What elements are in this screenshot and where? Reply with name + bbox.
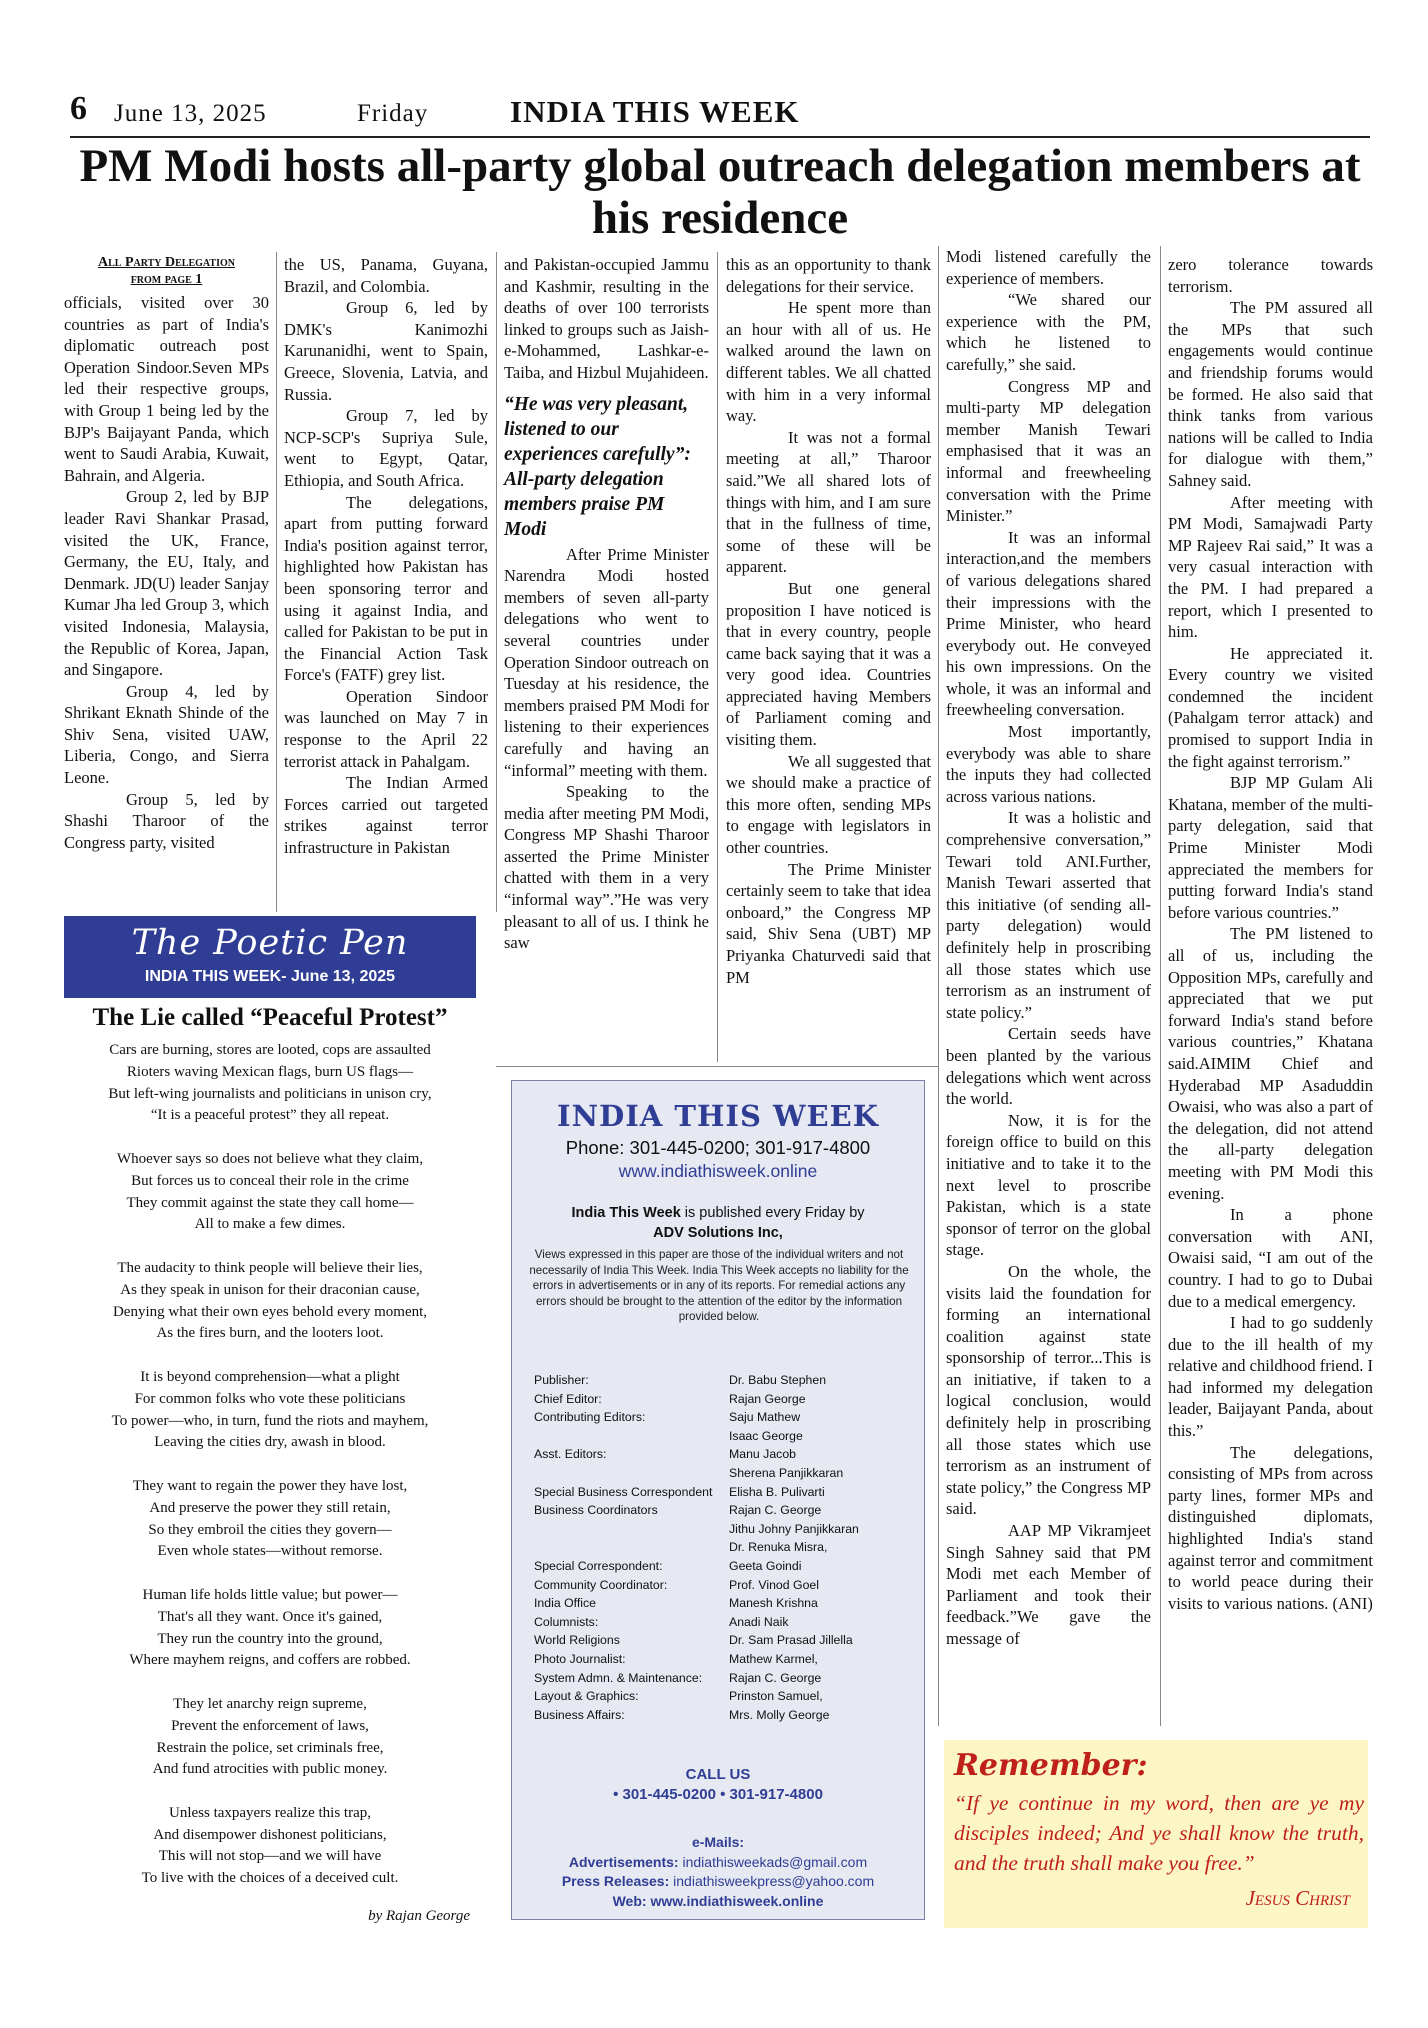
poem-line: The audacity to think people will believe their lies, (117, 1259, 423, 1276)
article-column-6 (1168, 254, 1373, 1614)
continuation-kicker: All Party Delegation from page 1 (98, 255, 235, 287)
paragraph: In a phone conversation with ANI, Owaisi said, “I am out of the country. I had to go to Dubai due to a medical emergency. (1168, 1205, 1373, 1311)
staff-row (534, 1669, 914, 1688)
staff-row (534, 1371, 914, 1390)
staff-role: Photo Journalist: (534, 1651, 626, 1666)
poem-line: And preserve the power they still retain, (149, 1499, 391, 1516)
paragraph: On the whole, the visits laid the foundation for forming an international coalition against state sponsorship of terror...This is an initiative, if taken to a logical conclusion, would definitely help in proscribing all those states which use terrorism as an instrument of state policy,” the Congress MP said. (946, 1261, 1151, 1519)
staff-role: Layout & Graphics: (534, 1689, 639, 1704)
poem-line: Unless taxpayers realize this trap, (168, 1804, 371, 1821)
issue-day: Friday (357, 100, 429, 127)
poem-line: They let anarchy reign supreme, (173, 1695, 367, 1712)
poem-line: Restrain the police, set criminals free, (156, 1739, 384, 1756)
staff-row (534, 1483, 914, 1502)
paragraph: Group 6, led by DMK's Kanimozhi Karunanidhi, went to Spain, Greece, Slovenia, Latvia, and Russia. (284, 298, 488, 404)
staff-name: Manu Jacob (729, 1447, 796, 1462)
poem-line: To power—who, in turn, fund the riots and mayhem, (111, 1412, 429, 1429)
article-column-5 (946, 246, 1151, 1650)
column-divider (1160, 246, 1161, 1726)
remember-box (944, 1740, 1368, 1928)
publication-info-box (511, 1080, 925, 1920)
poem-stanza (64, 1803, 476, 1890)
poem-line: Prevent the enforcement of laws, (171, 1717, 369, 1734)
article-column-1 (64, 254, 269, 853)
ads-email-link[interactable]: indiathisweekads@gmail.com (682, 1853, 868, 1870)
staff-row (534, 1408, 914, 1427)
staff-name: Mathew Karmel, (729, 1651, 818, 1666)
article-column-2 (284, 254, 488, 859)
staff-row (534, 1390, 914, 1409)
disclaimer: Views expressed in this paper are those of the individual writers and not necessarily of India This Week. India This Week accepts no liability for the errors in advertisements or in any of its reports. For remedial actions any errors should be brought to the attention of the editor by the information provided below. (529, 1248, 909, 1324)
staff-name: Dr. Sam Prasad Jillella (729, 1633, 853, 1648)
poetic-pen-subtitle: INDIA THIS WEEK- June 13, 2025 (144, 968, 396, 985)
paragraph: Certain seeds have been planted by the various delegations which went across the world. (946, 1024, 1151, 1109)
paragraph: Group 4, led by Shrikant Eknath Shinde of the Shiv Sena, visited UAW, Liberia, Congo, and Sierra Leone. (64, 681, 269, 788)
issue-date: June 13, 2025 (114, 100, 267, 127)
remember-attribution: Jesus Christ (1245, 1886, 1350, 1910)
paragraph: He spent more than an hour with all of us. He walked around the lawn on different tables. We all chatted with him in a very informal way. (726, 298, 931, 426)
paragraph: The Prime Minister certainly seem to take that idea onboard,” the Congress MP said, Shiv Sena (UBT) MP Priyanka Chaturvedi said that PM (726, 859, 931, 987)
staff-row (534, 1445, 914, 1464)
poem-stanza (64, 1694, 476, 1781)
poem-line: As they speak in unison for their draconian cause, (120, 1281, 420, 1298)
staff-name: Rajan C. George (729, 1503, 822, 1518)
staff-role: System Admn. & Maintenance: (534, 1670, 703, 1685)
poetic-pen-title: The Poetic Pen (131, 923, 409, 963)
staff-name: Sherena Panjikkaran (729, 1465, 844, 1480)
paragraph: I had to go suddenly due to the ill health of my relative and childhood friend. I had informed my delegation leader, Baijayant Panda, about this.” (1168, 1313, 1373, 1441)
poem-line: Whoever says so does not believe what they claim, (116, 1150, 424, 1167)
paragraph: “We shared our experience with the PM, which he listened to carefully,” she said. (946, 290, 1151, 374)
poem-stanza (64, 1367, 476, 1454)
poem-stanza (64, 1258, 476, 1345)
staff-role: Columnists: (534, 1614, 599, 1629)
paragraph: The PM listened to all of us, including the Opposition MPs, carefully and appreciated that we put forward India's stand before various countries,” Khatana said.AIMIM Chief and Hyderabad MP Asaduddin Owaisi, who was also a part of the delegation, did not attend the all-party delegation meeting with PM Modi this evening. (1168, 924, 1373, 1203)
staff-role: World Religions (534, 1633, 620, 1648)
poem-stanza (64, 1476, 476, 1563)
paragraph: The Indian Armed Forces carried out targeted strikes against terror infrastructure in Pakistan (284, 773, 488, 858)
poem-stanza (64, 1149, 476, 1236)
paper-name: INDIA THIS WEEK (510, 94, 800, 129)
poem-line: Denying what their own eyes behold every moment, (112, 1303, 428, 1320)
paragraph: zero tolerance towards terrorism. (1168, 255, 1373, 296)
page-headline: PM Modi hosts all-party global outreach delegation members at his residence (79, 140, 1361, 244)
staff-row (534, 1501, 914, 1520)
paragraph: He appreciated it. Every country we visited condemned the incident (Pahalgam terror attack) and promised to support India in the fight against terrorism.” (1168, 643, 1373, 771)
paragraph: The delegations, apart from putting forward India's position against terror, highlighted how Pakistan has been sponsoring terror and using it against India, and called for Pakistan to be put in the Financial Action Task Force's (FATF) grey list. (284, 492, 488, 685)
staff-role: Contributing Editors: (534, 1410, 646, 1425)
info-box-title: INDIA THIS WEEK (557, 1099, 879, 1133)
paragraph: and Pakistan-occupied Jammu and Kashmir, resulting in the deaths of over 100 terrorists linked to groups such as Jaish-e-Mohammed, Lashkar-e-Taiba, and Hizbul Mujahideen. (504, 255, 709, 382)
paragraph: It was a holistic and comprehensive conversation,” Tewari told ANI.Further, Manish Tewari asserted that this initiative (of sending all-party delegation) would definitely help in proscribing all those states which use terrorism as an instrument of state policy.” (946, 808, 1151, 1022)
staff-row (534, 1631, 914, 1650)
page-number: 6 (70, 90, 87, 127)
poem-line: That's all they want. Once it's gained, (157, 1608, 383, 1625)
paragraph: Operation Sindoor was launched on May 7 in response to the April 22 terrorist attack in Pahalgam. (284, 686, 488, 771)
staff-row (534, 1520, 914, 1539)
paragraph: Group 5, led by Shashi Tharoor of the Congress party, visited (64, 789, 269, 852)
staff-name: Manesh Krishna (729, 1596, 818, 1611)
poem-line: It is beyond comprehension—what a plight (140, 1368, 400, 1385)
staff-role: Asst. Editors: (534, 1447, 607, 1462)
paragraph: The PM assured all the MPs that such engagements would continue and friendship forums would be formed. He also said that think tanks from various nations will be called to India for dialogue with them,” Sahney said. (1168, 298, 1373, 490)
column-divider (717, 252, 718, 1062)
article-column-4 (726, 254, 931, 988)
paragraph: BJP MP Gulam Ali Khatana, member of the multi-party delegation, said that Prime Minister Modi appreciated the members for putting forward India's stand before various countries.” (1168, 773, 1373, 922)
staff-name: Saju Mathew (729, 1410, 801, 1425)
staff-row (534, 1706, 914, 1725)
poem-line: All to make a few dimes. (194, 1216, 346, 1233)
info-box-website[interactable]: www.indiathisweek.online (618, 1161, 818, 1181)
staff-row (534, 1427, 914, 1446)
staff-name: Dr. Renuka Misra, (729, 1540, 828, 1555)
paragraph: Most importantly, everybody was able to share the inputs they had collected across various nations. (946, 722, 1151, 806)
section-divider (496, 1066, 938, 1067)
paragraph: Group 2, led by BJP leader Ravi Shankar Prasad, visited the UK, France, Germany, the EU, Italy, and Denmark. JD(U) leader Sanjay Kumar Jha led Group 3, which visited Indonesia, Malaysia, the Republic of Korea, Japan, and Singapore. (64, 487, 269, 680)
staff-role: Special Correspondent: (534, 1558, 663, 1573)
staff-name: Elisha B. Pulivarti (729, 1484, 825, 1499)
paragraph: Group 7, led by NCP-SCP's Supriya Sule, went to Egypt, Qatar, Ethiopia, and South Africa. (284, 406, 488, 490)
staff-name: Isaac George (729, 1428, 803, 1443)
staff-row (534, 1538, 914, 1557)
web-link[interactable]: www.indiathisweek.online (650, 1892, 824, 1909)
staff-row (534, 1594, 914, 1613)
poetic-pen-banner (64, 916, 476, 998)
paragraph: After Prime Minister Narendra Modi hosted members of seven all-party delegations who went to several countries under Operation Sindoor outreach on Tuesday at his residence, the members praised PM Modi for listening to their experiences carefully and having an “informal” meeting with them. (504, 544, 709, 780)
poem-line: “It is a peaceful protest” they all repeat. (150, 1107, 390, 1124)
poem-line: As the fires burn, and the looters loot. (156, 1325, 384, 1342)
remember-quote: “If ye continue in my word, then are ye my disciples indeed; And ye shall know the truth, and the truth shall make you free.” (954, 1791, 1364, 1875)
poem-line: Where mayhem reigns, and coffers are robbed. (129, 1652, 411, 1669)
article-column-3 (504, 254, 709, 954)
staff-list (534, 1371, 914, 1724)
column-divider (938, 246, 939, 1726)
staff-name: Geeta Goindi (729, 1558, 802, 1573)
poem-stanza (64, 1585, 476, 1672)
paragraph: Now, it is for the foreign office to build on this initiative and to take it to the next level to proscribe Pakistan, which is a state sponsor of terror on the global stage. (946, 1110, 1151, 1260)
poem-byline: by Rajan George (368, 1908, 470, 1924)
email-contacts: e-Mails: Advertisements: indiathisweekads@gmail.com Press Releases: indiathisweekpress@yahoo.com Web: www.indiathisweek.online (561, 1834, 875, 1909)
poem-line: Human life holds little value; but power— (142, 1586, 398, 1603)
poem-line: They run the country into the ground, (157, 1630, 383, 1647)
paragraph: AAP MP Vikramjeet Singh Sahney said that PM Modi met each Member of Parliament and took their feedback.”We gave the message of (946, 1521, 1151, 1648)
staff-row (534, 1687, 914, 1706)
staff-role: India Office (534, 1596, 596, 1611)
paragraph: It was not a formal meeting at all,” Tharoor said.”We all shared lots of things with him, and I am sure that in the fullness of time, some of these will be apparent. (726, 427, 931, 577)
staff-name: Jithu Johny Panjikkaran (729, 1521, 859, 1536)
poem-line: Even whole states—without remorse. (157, 1543, 383, 1560)
poem-line: They want to regain the power they have lost, (132, 1477, 408, 1494)
paragraph: Congress MP and multi-party MP delegation member Manish Tewari emphasised that it was an informal and freewheeling conversation with the Prime Minister.” (946, 376, 1151, 526)
poem-title: The Lie called “Peaceful Protest” (92, 1004, 448, 1031)
staff-name: Mrs. Molly George (729, 1707, 830, 1722)
poem-line: Cars are burning, stores are looted, cops are assaulted (109, 1042, 431, 1058)
article-subhead: “He was very pleasant, listened to our experiences carefully”: All-party delegation members praise PM Modi (504, 393, 691, 540)
info-box-phone: Phone: 301-445-0200; 301-917-4800 (565, 1137, 871, 1158)
paragraph: We all suggested that we should make a practice of this more often, sending MPs to engage with legislators in other countries. (726, 751, 931, 858)
poem-line: This will not stop—and we will have (158, 1848, 382, 1865)
staff-name: Prof. Vinod Goel (729, 1577, 820, 1592)
staff-role: Publisher: (534, 1373, 589, 1387)
staff-row (534, 1650, 914, 1669)
paragraph: Modi listened carefully the experience of members. (946, 247, 1151, 288)
publisher-statement: India This Week is published every Friday by ADV Solutions Inc, (571, 1205, 865, 1241)
poem-line: So they embroil the cities they govern— (148, 1521, 392, 1538)
paragraph: officials, visited over 30 countries as part of India's diplomatic outreach post Operation Sindoor.Seven MPs led their respective groups, with Group 1 being led by the BJP's Baijayant Panda, which went to Saudi Arabia, Kuwait, Bahrain, and Algeria. (64, 293, 269, 485)
poem-line: To live with the choices of a deceived cult. (141, 1870, 399, 1887)
poem-line: And fund atrocities with public money. (152, 1761, 388, 1778)
masthead (70, 90, 1370, 138)
call-us: CALL US • 301-445-0200 • 301-917-4800 (613, 1766, 823, 1803)
poem-line: But left-wing journalists and politicians in unison cry, (108, 1085, 432, 1102)
staff-row (534, 1557, 914, 1576)
column-divider (276, 252, 277, 912)
remember-title: Remember: (954, 1748, 1148, 1783)
paragraph: The delegations, consisting of MPs from across party lines, former MPs and distinguished diplomats, highlighted India's stand against terror and commitment to world peace during their visits to various nations. (ANI) (1168, 1442, 1373, 1613)
poem-line: And disempower dishonest politicians, (153, 1826, 387, 1843)
paragraph: Speaking to the media after meeting PM Modi, Congress MP Shashi Tharoor asserted the Prime Minister chatted with them in a very “informal way”.”He was very pleasant to all of us. I think he saw (504, 782, 709, 953)
paragraph: But one general proposition I have noticed is that in every country, people came back saying that it was a very good idea. Countries appreciated having Members of Parliament coming and visiting them. (726, 578, 931, 750)
paragraph: the US, Panama, Guyana, Brazil, and Colombia. (284, 255, 488, 296)
poem-line: For common folks who vote these politicians (134, 1390, 406, 1407)
staff-name: Rajan George (729, 1391, 806, 1406)
staff-row (534, 1576, 914, 1595)
press-email-link[interactable]: indiathisweekpress@yahoo.com (673, 1873, 875, 1889)
staff-role: Business Coordinators (534, 1503, 658, 1518)
staff-role: Business Affairs: (534, 1707, 625, 1722)
poem-line: Leaving the cities dry, awash in blood. (154, 1434, 386, 1451)
staff-role: Community Coordinator: (534, 1577, 668, 1592)
paragraph: this as an opportunity to thank delegations for their service. (726, 255, 931, 296)
staff-name: Dr. Babu Stephen (729, 1373, 827, 1387)
poem-line: They commit against the state they call home— (126, 1194, 414, 1211)
staff-name: Anadi Naik (729, 1614, 789, 1629)
paragraph: After meeting with PM Modi, Samajwadi Party MP Rajeev Rai said,” It was a very casual interaction with the PM. I had prepared a report, which I presented to him. (1168, 492, 1373, 642)
poem-line: But forces us to conceal their role in the crime (131, 1172, 409, 1189)
paragraph: It was an informal interaction,and the members of various delegations shared their impressions with the Prime Minister, who heard everybody out. He conveyed his own impressions. On the whole, it was an informal and freewheeling conversation. (946, 527, 1151, 720)
poem-line: Rioters waving Mexican flags, burn US flags— (126, 1063, 414, 1080)
staff-row (534, 1464, 914, 1483)
column-divider (496, 252, 497, 912)
staff-name: Prinston Samuel, (729, 1689, 823, 1704)
staff-role: Chief Editor: (534, 1391, 602, 1406)
poem-body (64, 1040, 476, 1912)
poem-stanza (64, 1040, 476, 1127)
staff-role: Special Business Correspondent (534, 1484, 713, 1499)
staff-name: Rajan C. George (729, 1670, 822, 1685)
staff-row (534, 1613, 914, 1632)
